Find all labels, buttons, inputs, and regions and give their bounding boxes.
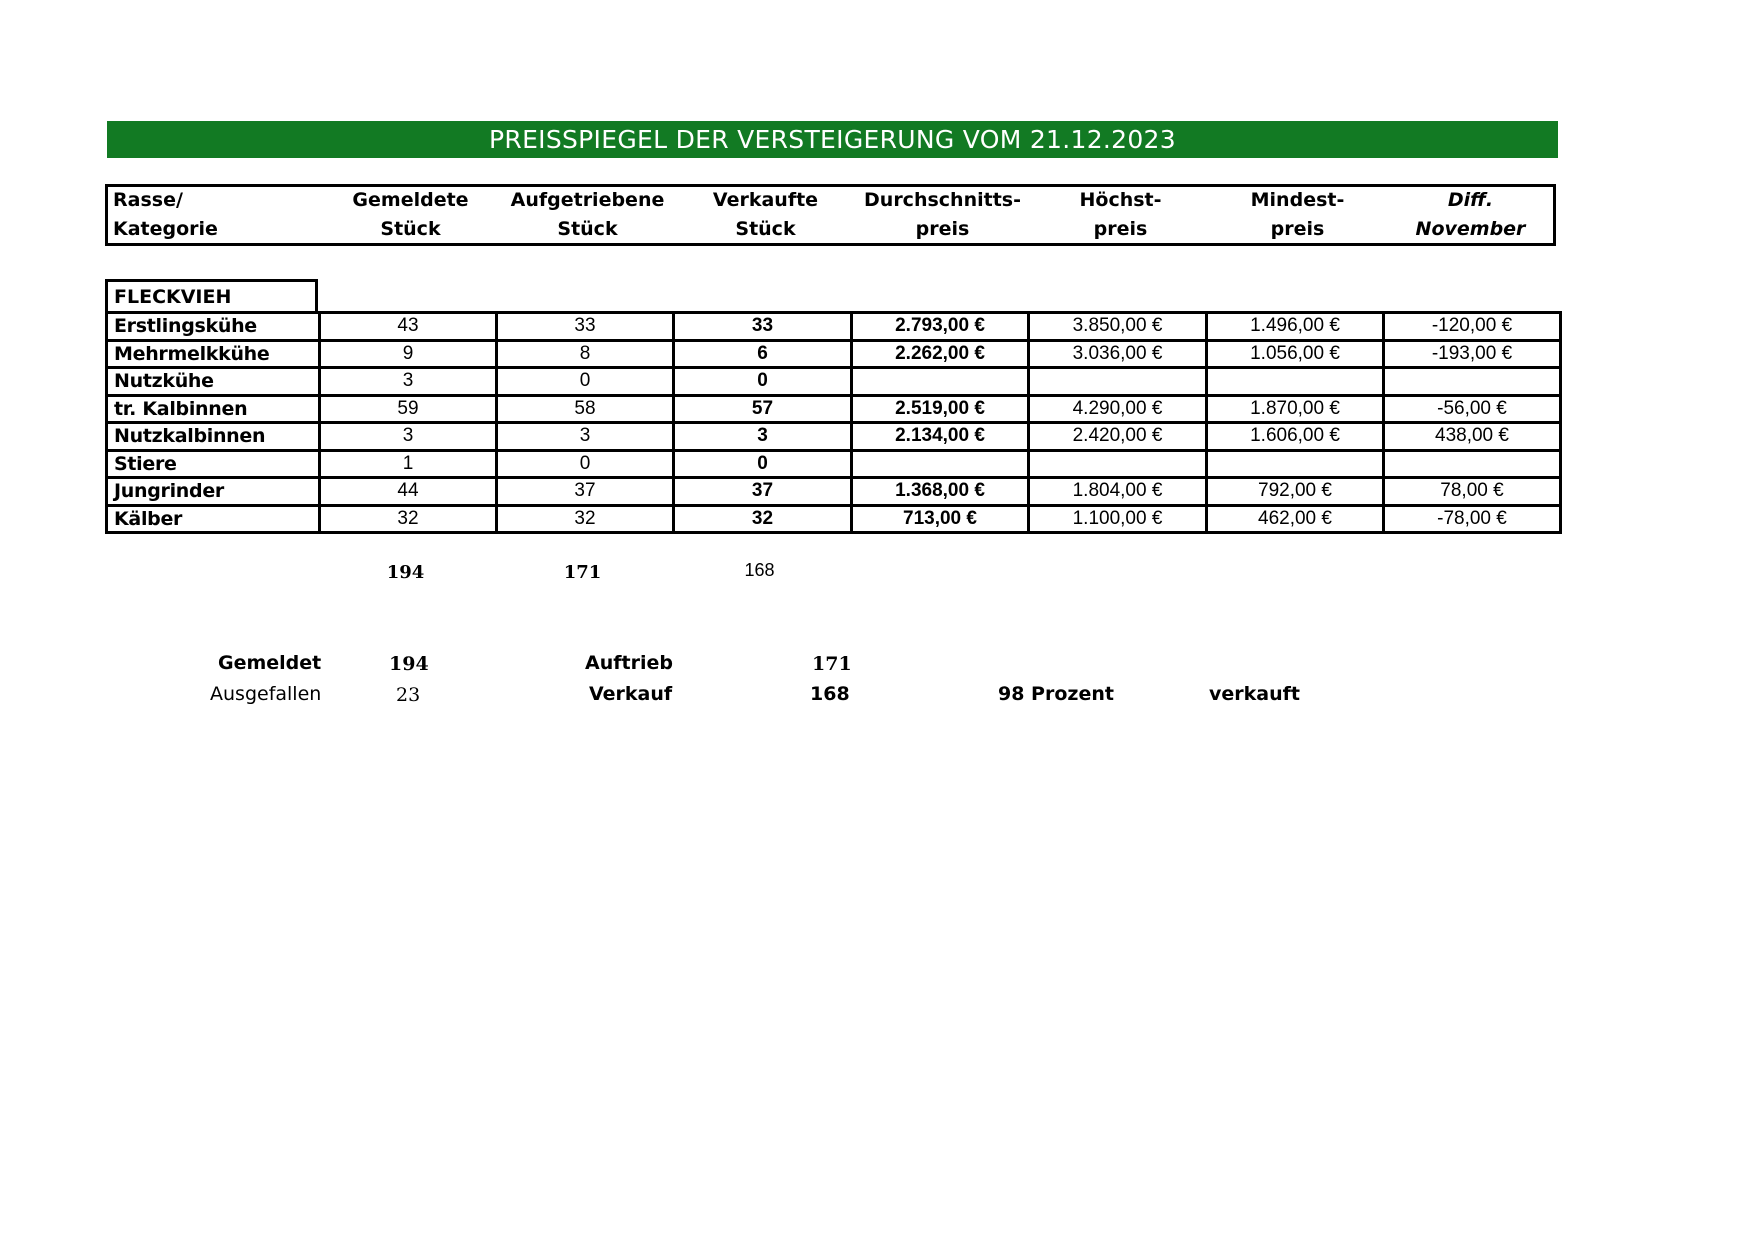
cell-aufgetrieben: 37: [497, 478, 674, 506]
cell-durchschnittspreis: 713,00 €: [852, 505, 1029, 533]
header-hoechstpreis: [1032, 187, 1209, 243]
cell-diff-november: 438,00 €: [1384, 423, 1561, 451]
table-row: [107, 505, 1561, 533]
cell-hoechstpreis: 3.850,00 €: [1029, 313, 1207, 341]
header-label: preis: [915, 218, 970, 240]
row-name: Mehrmelkkühe: [107, 340, 320, 368]
header-label: Stück: [380, 218, 441, 240]
header-label: Diff.: [1447, 189, 1494, 211]
summary-verkauf-value: 168: [810, 683, 850, 705]
cell-durchschnittspreis: [852, 368, 1029, 396]
cell-verkauft: 33: [674, 313, 852, 341]
cell-hoechstpreis: 4.290,00 €: [1029, 395, 1207, 423]
row-name: Stiere: [107, 450, 320, 478]
cell-gemeldet: 3: [320, 423, 497, 451]
row-name: Jungrinder: [107, 478, 320, 506]
cell-hoechstpreis: 3.036,00 €: [1029, 340, 1207, 368]
header-label: Durchschnitts-: [864, 189, 1021, 211]
header-mindestpreis: [1209, 187, 1386, 243]
summary-gemeldet-value: 194: [389, 653, 429, 675]
cell-gemeldet: 59: [320, 395, 497, 423]
cell-hoechstpreis: [1029, 368, 1207, 396]
cell-diff-november: -56,00 €: [1384, 395, 1561, 423]
cell-verkauft: 3: [674, 423, 852, 451]
table-row: [107, 450, 1561, 478]
header-label: November: [1415, 218, 1526, 240]
summary-ausgefallen-value: 23: [396, 684, 421, 706]
cell-hoechstpreis: 2.420,00 €: [1029, 423, 1207, 451]
cell-diff-november: -78,00 €: [1384, 505, 1561, 533]
cell-durchschnittspreis: 2.793,00 €: [852, 313, 1029, 341]
header-diff-november: [1387, 187, 1554, 243]
cell-diff-november: [1384, 368, 1561, 396]
cell-verkauft: 32: [674, 505, 852, 533]
total-gemeldet: 194: [386, 562, 425, 583]
summary-auftrieb-label: Auftrieb: [585, 652, 673, 674]
table-row: [107, 395, 1561, 423]
header-label: Gemeldete: [352, 189, 469, 211]
header-aufgetriebene: [499, 187, 676, 243]
row-name: Nutzkalbinnen: [107, 423, 320, 451]
row-name: Erstlingskühe: [107, 313, 320, 341]
header-label: Mindest-: [1250, 189, 1345, 211]
summary-verkauft-label: verkauft: [1209, 683, 1300, 705]
cell-aufgetrieben: 0: [497, 450, 674, 478]
cell-mindestpreis: 792,00 €: [1207, 478, 1384, 506]
header-gemeldete: [322, 187, 499, 243]
cell-gemeldet: 3: [320, 368, 497, 396]
cell-gemeldet: 43: [320, 313, 497, 341]
cell-hoechstpreis: [1029, 450, 1207, 478]
table-row: [107, 478, 1561, 506]
header-verkaufte: [677, 187, 854, 243]
cell-verkauft: 37: [674, 478, 852, 506]
cell-mindestpreis: 1.056,00 €: [1207, 340, 1384, 368]
table-row: [107, 368, 1561, 396]
summary-prozent: 98 Prozent: [998, 683, 1114, 705]
summary-gemeldet-label: Gemeldet: [218, 652, 322, 674]
cell-mindestpreis: [1207, 368, 1384, 396]
price-table: [105, 311, 1562, 534]
table-row: [107, 313, 1561, 341]
cell-verkauft: 6: [674, 340, 852, 368]
cell-hoechstpreis: 1.100,00 €: [1029, 505, 1207, 533]
section-label: FLECKVIEH: [105, 279, 318, 312]
cell-aufgetrieben: 32: [497, 505, 674, 533]
cell-durchschnittspreis: [852, 450, 1029, 478]
row-name: Kälber: [107, 505, 320, 533]
row-name: Nutzkühe: [107, 368, 320, 396]
cell-mindestpreis: 462,00 €: [1207, 505, 1384, 533]
cell-diff-november: 78,00 €: [1384, 478, 1561, 506]
cell-aufgetrieben: 58: [497, 395, 674, 423]
cell-aufgetrieben: 33: [497, 313, 674, 341]
cell-mindestpreis: 1.870,00 €: [1207, 395, 1384, 423]
cell-durchschnittspreis: 2.519,00 €: [852, 395, 1029, 423]
header-rasse-kategorie: [113, 187, 313, 243]
cell-aufgetrieben: 0: [497, 368, 674, 396]
header-label: preis: [1270, 218, 1325, 240]
cell-diff-november: -120,00 €: [1384, 313, 1561, 341]
cell-verkauft: 0: [674, 450, 852, 478]
total-verkauft: 168: [744, 560, 775, 580]
table-row: [107, 423, 1561, 451]
row-name: tr. Kalbinnen: [107, 395, 320, 423]
cell-mindestpreis: [1207, 450, 1384, 478]
header-label: Kategorie: [113, 218, 218, 240]
cell-gemeldet: 32: [320, 505, 497, 533]
header-label: Stück: [735, 218, 796, 240]
cell-gemeldet: 9: [320, 340, 497, 368]
summary-ausgefallen-label: Ausgefallen: [210, 683, 322, 705]
cell-gemeldet: 44: [320, 478, 497, 506]
summary-auftrieb-value: 171: [812, 653, 852, 675]
header-label: Aufgetriebene: [510, 189, 665, 211]
cell-diff-november: -193,00 €: [1384, 340, 1561, 368]
header-label: Verkaufte: [712, 189, 819, 211]
page-title: PREISSPIEGEL DER VERSTEIGERUNG VOM 21.12.2023: [107, 121, 1558, 158]
header-label: Rasse/: [113, 189, 183, 211]
cell-mindestpreis: 1.496,00 €: [1207, 313, 1384, 341]
cell-durchschnittspreis: 1.368,00 €: [852, 478, 1029, 506]
cell-hoechstpreis: 1.804,00 €: [1029, 478, 1207, 506]
header-label: Stück: [557, 218, 618, 240]
header-durchschnittspreis: [854, 187, 1031, 243]
table-header: [105, 184, 1556, 246]
cell-mindestpreis: 1.606,00 €: [1207, 423, 1384, 451]
total-aufgetrieben: 171: [563, 562, 602, 583]
cell-durchschnittspreis: 2.134,00 €: [852, 423, 1029, 451]
cell-gemeldet: 1: [320, 450, 497, 478]
cell-aufgetrieben: 3: [497, 423, 674, 451]
header-label: preis: [1093, 218, 1148, 240]
cell-verkauft: 57: [674, 395, 852, 423]
cell-durchschnittspreis: 2.262,00 €: [852, 340, 1029, 368]
table-row: [107, 340, 1561, 368]
summary-verkauf-label: Verkauf: [589, 683, 673, 705]
cell-diff-november: [1384, 450, 1561, 478]
cell-aufgetrieben: 8: [497, 340, 674, 368]
header-label: Höchst-: [1079, 189, 1162, 211]
cell-verkauft: 0: [674, 368, 852, 396]
